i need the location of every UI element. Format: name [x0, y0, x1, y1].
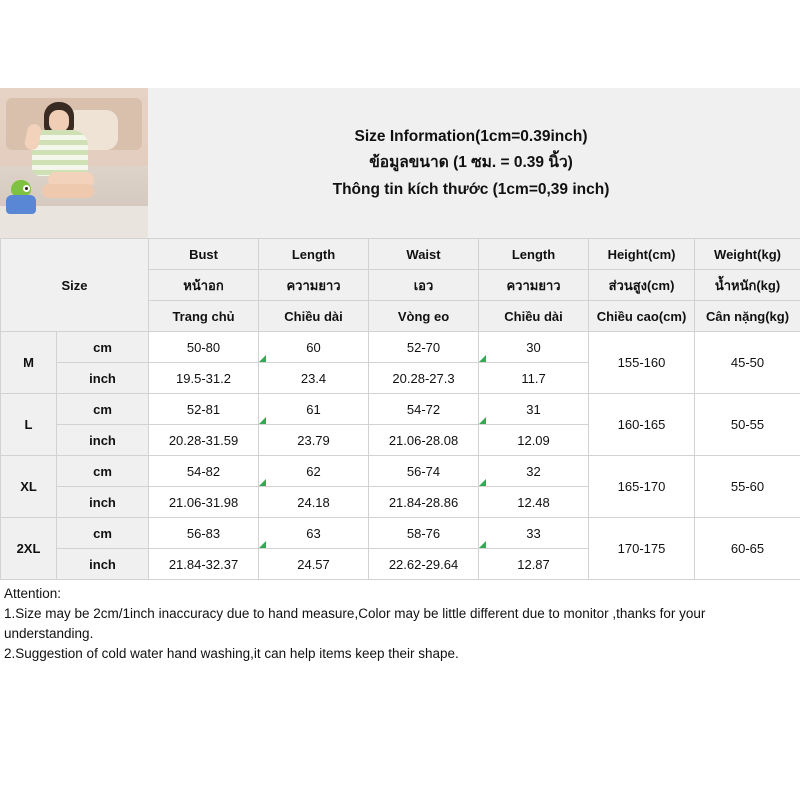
photo-toy-body — [6, 195, 36, 214]
row-unit-cm: cm — [57, 332, 149, 363]
col-header-waist-th: เอว — [369, 270, 479, 301]
table-header-row-en — [1, 239, 800, 270]
cell-m-cm-waist: 52-70 — [369, 332, 479, 363]
cell-m-weight: 45-50 — [695, 332, 800, 394]
col-header-weight-th: น้ำหนัก(kg) — [695, 270, 800, 301]
photo-toy — [6, 180, 36, 214]
cell-xl-cm-bust: 54-82 — [149, 456, 259, 487]
title-line-vi: Thông tin kích thước (1cm=0,39 inch) — [332, 180, 610, 198]
cell-2xl-height: 170-175 — [589, 518, 695, 580]
cell-l-cm-bust: 52-81 — [149, 394, 259, 425]
cell-l-cm-length2: 31 — [479, 394, 589, 425]
photo-model-dress — [32, 130, 88, 176]
col-header-length2-th: ความยาว — [479, 270, 589, 301]
cell-xl-inch-waist: 21.84-28.86 — [369, 487, 479, 518]
cell-l-height: 160-165 — [589, 394, 695, 456]
cell-m-inch-length2: 11.7 — [479, 363, 589, 394]
photo-model-leg-lower — [42, 184, 94, 198]
cell-2xl-cm-waist: 58-76 — [369, 518, 479, 549]
table-row — [1, 518, 800, 549]
col-header-weight-vi: Cân nặng(kg) — [695, 301, 800, 332]
col-header-length1-th: ความยาว — [259, 270, 369, 301]
cell-xl-inch-bust: 21.06-31.98 — [149, 487, 259, 518]
cell-l-inch-waist: 21.06-28.08 — [369, 425, 479, 456]
cell-l-weight: 50-55 — [695, 394, 800, 456]
attention-line-1-cont: understanding. — [4, 626, 94, 642]
header-title-block — [148, 88, 800, 238]
cell-xl-inch-length2: 12.48 — [479, 487, 589, 518]
cell-m-inch-length1: 23.4 — [259, 363, 369, 394]
row-size-2xl: 2XL — [1, 518, 57, 580]
cell-m-inch-waist: 20.28-27.3 — [369, 363, 479, 394]
col-header-weight-en: Weight(kg) — [695, 239, 800, 270]
attention-block — [0, 580, 800, 664]
cell-xl-cm-length1: 62 — [259, 456, 369, 487]
cell-2xl-inch-waist: 22.62-29.64 — [369, 549, 479, 580]
cell-l-cm-waist: 54-72 — [369, 394, 479, 425]
col-header-height-vi: Chiều cao(cm) — [589, 301, 695, 332]
title-line-en: Size Information(1cm=0.39inch) — [354, 128, 588, 146]
photo-toy-eye — [23, 185, 30, 192]
cell-2xl-cm-bust: 56-83 — [149, 518, 259, 549]
row-unit-inch: inch — [57, 363, 149, 394]
cell-xl-height: 165-170 — [589, 456, 695, 518]
table-row — [1, 332, 800, 363]
cell-xl-inch-length1: 24.18 — [259, 487, 369, 518]
col-header-waist-vi: Vòng eo — [369, 301, 479, 332]
size-table — [0, 238, 800, 580]
attention-line-1: 1.Size may be 2cm/1inch inaccuracy due to hand measure,Color may be little different due to monitor ,thanks for your — [4, 606, 706, 622]
cell-2xl-inch-length2: 12.87 — [479, 549, 589, 580]
cell-m-cm-length2: 30 — [479, 332, 589, 363]
row-size-m: M — [1, 332, 57, 394]
col-header-length2-en: Length — [479, 239, 589, 270]
header-band — [0, 88, 800, 238]
size-header-cell: Size — [1, 239, 149, 332]
cell-2xl-inch-length1: 24.57 — [259, 549, 369, 580]
title-line-th: ข้อมูลขนาด (1 ซม. = 0.39 นิ้ว) — [369, 154, 573, 172]
cell-l-cm-length1: 61 — [259, 394, 369, 425]
col-header-bust-vi: Trang chủ — [149, 301, 259, 332]
attention-line-2: 2.Suggestion of cold water hand washing,it can help items keep their shape. — [4, 646, 459, 662]
cell-2xl-cm-length2: 33 — [479, 518, 589, 549]
row-unit-cm: cm — [57, 456, 149, 487]
photo-model — [28, 102, 94, 210]
size-chart-sheet — [0, 88, 800, 665]
cell-2xl-inch-bust: 21.84-32.37 — [149, 549, 259, 580]
cell-m-height: 155-160 — [589, 332, 695, 394]
row-unit-inch: inch — [57, 549, 149, 580]
cell-2xl-cm-length1: 63 — [259, 518, 369, 549]
col-header-bust-en: Bust — [149, 239, 259, 270]
table-row — [1, 456, 800, 487]
col-header-height-en: Height(cm) — [589, 239, 695, 270]
row-unit-cm: cm — [57, 394, 149, 425]
row-size-xl: XL — [1, 456, 57, 518]
cell-l-inch-bust: 20.28-31.59 — [149, 425, 259, 456]
col-header-length2-vi: Chiều dài — [479, 301, 589, 332]
col-header-length1-en: Length — [259, 239, 369, 270]
attention-title: Attention: — [4, 586, 62, 601]
cell-m-cm-length1: 60 — [259, 332, 369, 363]
col-header-height-th: ส่วนสูง(cm) — [589, 270, 695, 301]
cell-xl-cm-waist: 56-74 — [369, 456, 479, 487]
cell-xl-weight: 55-60 — [695, 456, 800, 518]
cell-l-inch-length2: 12.09 — [479, 425, 589, 456]
col-header-length1-vi: Chiều dài — [259, 301, 369, 332]
photo-model-face — [49, 110, 69, 132]
col-header-waist-en: Waist — [369, 239, 479, 270]
cell-l-inch-length1: 23.79 — [259, 425, 369, 456]
row-unit-inch: inch — [57, 487, 149, 518]
table-row — [1, 394, 800, 425]
row-unit-inch: inch — [57, 425, 149, 456]
row-size-l: L — [1, 394, 57, 456]
cell-m-cm-bust: 50-80 — [149, 332, 259, 363]
col-header-bust-th: หน้าอก — [149, 270, 259, 301]
cell-m-inch-bust: 19.5-31.2 — [149, 363, 259, 394]
product-photo — [0, 88, 148, 238]
row-unit-cm: cm — [57, 518, 149, 549]
cell-xl-cm-length2: 32 — [479, 456, 589, 487]
cell-2xl-weight: 60-65 — [695, 518, 800, 580]
